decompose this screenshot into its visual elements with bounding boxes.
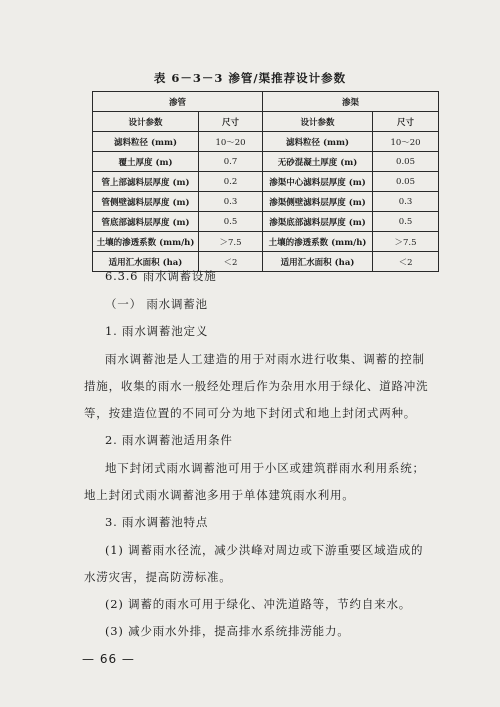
table-cell: 滤料粒径 (mm) — [263, 132, 373, 152]
table-cell: 0.05 — [373, 152, 439, 172]
table-cell: 土壤的渗透系数 (mm/h) — [263, 232, 373, 252]
body-line: (2) 调蓄的雨水可用于绿化、冲洗道路等，节约自来水。 — [105, 597, 412, 611]
body-line: 地下封闭式雨水调蓄池可用于小区或建筑群雨水利用系统； — [105, 461, 425, 475]
table-cell: ＞7.5 — [199, 232, 263, 252]
table-cell: 渗渠侧壁滤料层厚度 (m) — [263, 192, 373, 212]
body-line: 地上封闭式雨水调蓄池多用于单体建筑雨水利用。 — [84, 488, 355, 502]
body-line: 雨水调蓄池是人工建造的用于对雨水进行收集、调蓄的控制 — [105, 352, 425, 366]
table-caption: 表 6－3－3 渗管/渠推荐设计参数 — [153, 71, 347, 85]
table-cell: 土壤的渗透系数 (mm/h) — [93, 232, 199, 252]
table-cell: 0.2 — [199, 172, 263, 192]
column-header: 尺寸 — [199, 112, 263, 132]
column-header: 设计参数 — [93, 112, 199, 132]
table-cell: 覆土厚度 (m) — [93, 152, 199, 172]
page-number: — 66 — — [82, 652, 135, 666]
table-cell: 0.3 — [199, 192, 263, 212]
table-cell: 10～20 — [373, 132, 439, 152]
table-cell: 0.7 — [199, 152, 263, 172]
table-row — [93, 232, 439, 252]
body-line: 措施，收集的雨水一般经处理后作为杂用水用于绿化、道路冲洗 — [84, 379, 429, 393]
column-header: 尺寸 — [373, 112, 439, 132]
table-cell: 0.3 — [373, 192, 439, 212]
table-group-header-row — [93, 92, 439, 112]
table-row — [93, 172, 439, 192]
item1-title: 1. 雨水调蓄池定义 — [105, 324, 209, 338]
table-cell: ＞7.5 — [373, 232, 439, 252]
table-cell: 渗渠底部滤料层厚度 (m) — [263, 212, 373, 232]
table-cell: 无砂混凝土厚度 (m) — [263, 152, 373, 172]
group-header-seepage-channel: 渗渠 — [263, 92, 439, 112]
table-cell: ＜2 — [373, 252, 439, 272]
table-cell: 0.5 — [373, 212, 439, 232]
table-cell: 10～20 — [199, 132, 263, 152]
column-header: 设计参数 — [263, 112, 373, 132]
table-cell: 管上部滤料层厚度 (m) — [93, 172, 199, 192]
body-line: 等，按建造位置的不同可分为地下封闭式和地上封闭式两种。 — [84, 406, 417, 420]
body-line: (3) 减少雨水外排，提高排水系统排涝能力。 — [105, 624, 350, 638]
table-cell: 渗渠中心滤料层厚度 (m) — [263, 172, 373, 192]
item3-title: 3. 雨水调蓄池特点 — [105, 515, 209, 529]
table-cell: 适用汇水面积 (ha) — [93, 252, 199, 272]
section-heading: 6.3.6 雨水调蓄设施 — [105, 269, 217, 283]
item2-title: 2. 雨水调蓄池适用条件 — [105, 433, 233, 447]
table-cell: 管底部滤料层厚度 (m) — [93, 212, 199, 232]
group-header-seepage-pipe: 渗管 — [93, 92, 263, 112]
table-cell: 管侧壁滤料层厚度 (m) — [93, 192, 199, 212]
table-subheader-row — [93, 112, 439, 132]
table-row — [93, 192, 439, 212]
table-cell: ＜2 — [199, 252, 263, 272]
subsection-heading: （一） 雨水调蓄池 — [105, 297, 208, 311]
table-cell: 0.5 — [199, 212, 263, 232]
table-row — [93, 152, 439, 172]
table-cell: 0.05 — [373, 172, 439, 192]
table-row — [93, 212, 439, 232]
body-line: (1) 调蓄雨水径流，减少洪峰对周边或下游重要区域造成的 — [105, 543, 424, 557]
body-line: 水涝灾害，提高防涝标准。 — [84, 570, 232, 584]
table-cell: 滤料粒径 (mm) — [93, 132, 199, 152]
table-row — [93, 132, 439, 152]
design-parameters-table — [92, 91, 439, 272]
table-cell: 适用汇水面积 (ha) — [263, 252, 373, 272]
